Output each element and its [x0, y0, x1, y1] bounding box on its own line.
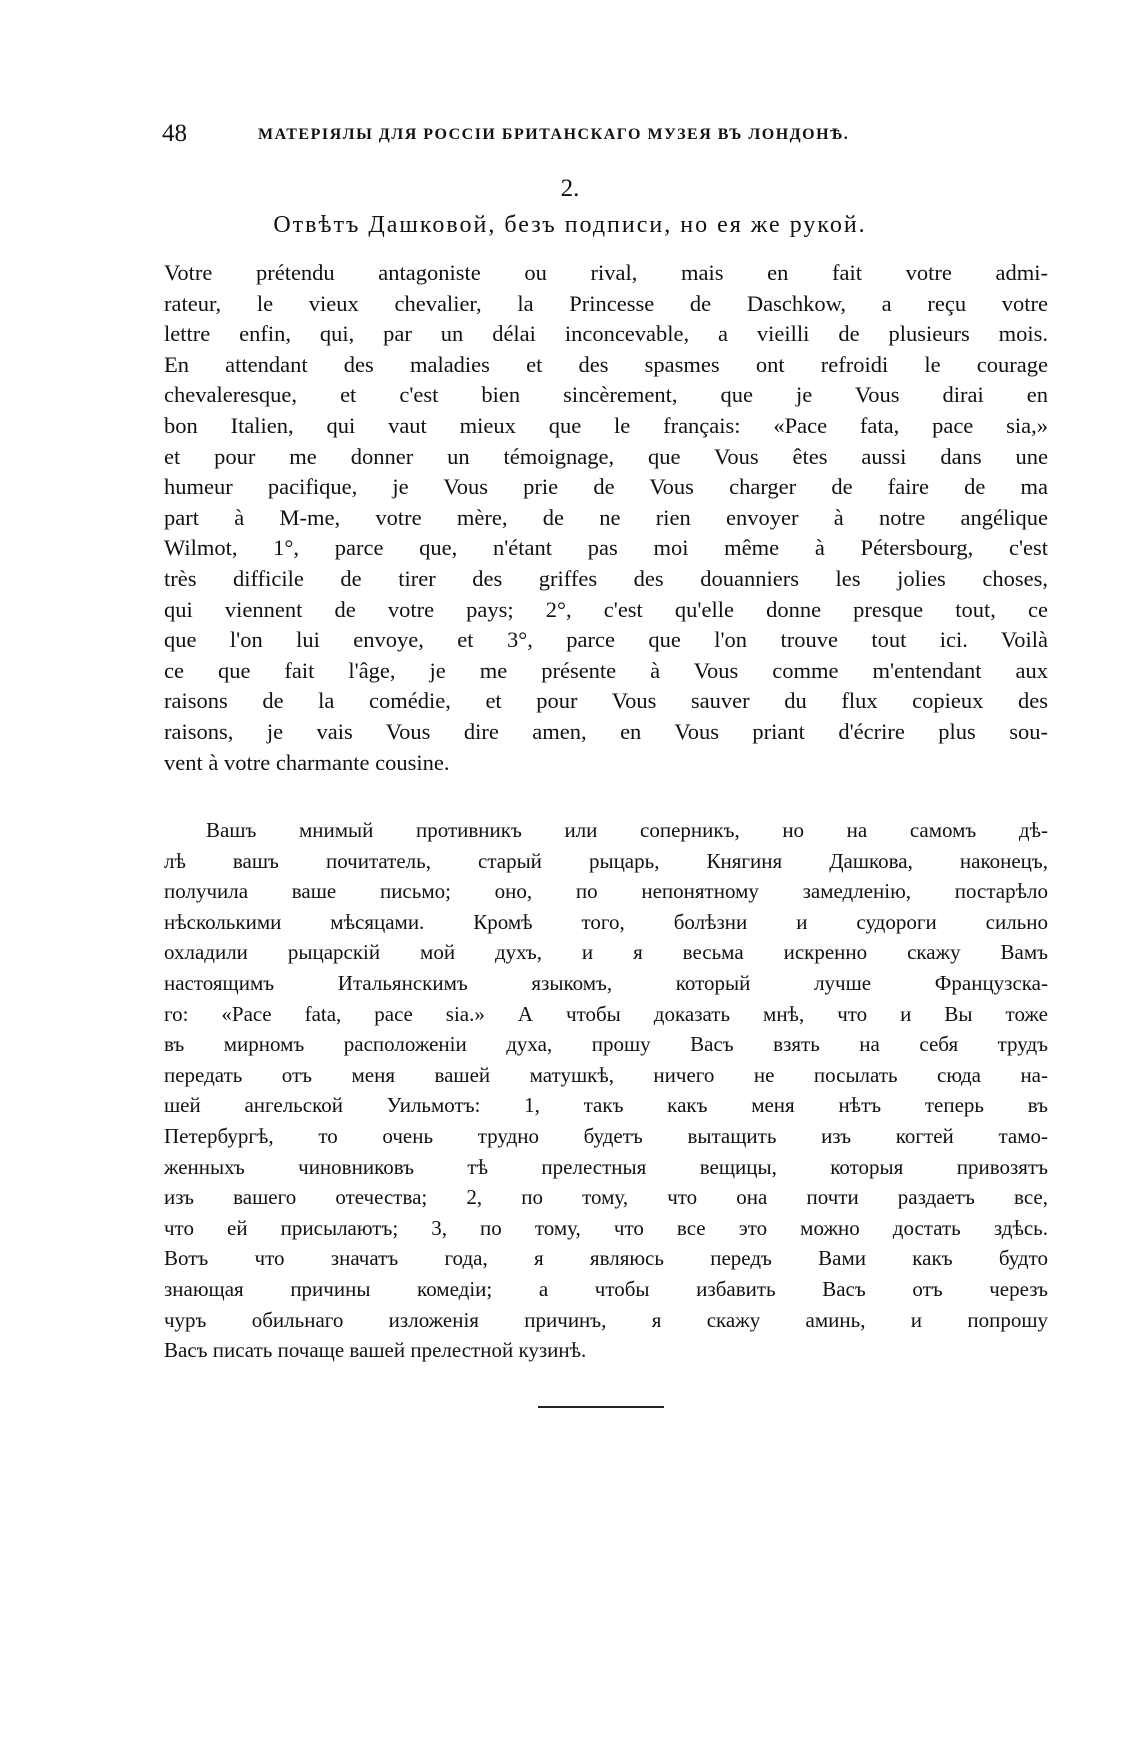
text-line: чуръ обильнаго изложенія причинъ, я скажу аминь, и попрошу [164, 1307, 1048, 1332]
text-line: que l'on lui envoye, et 3°, parce que l'on trouve tout ici. Voilà [164, 627, 1048, 653]
text-line: нѣсколькими мѣсяцами. Кромѣ того, болѣзни и судороги сильно [164, 909, 1048, 934]
text-line: Васъ писать почаще вашей прелестной кузинѣ. [164, 1338, 587, 1363]
running-title: МАТЕРІЯЛЫ ДЛЯ РОССІИ БРИТАНСКАГО МУЗЕЯ ВЪ ЛОНДОНѢ. [258, 126, 850, 143]
text-line: лѣ вашъ почитатель, старый рыцарь, Княгиня Дашкова, наконецъ, [164, 848, 1048, 873]
russian-translation-text [164, 815, 1048, 1366]
text-line: rateur, le vieux chevalier, la Princesse de Daschkow, a reçu votre [164, 290, 1048, 316]
text-line: передать отъ меня вашей матушкѣ, ничего не посылать сюда на- [164, 1062, 1048, 1087]
text-line: bon Italien, qui vaut mieux que le français: «Pace fata, pace sia,» [164, 412, 1048, 438]
text-line: го: «Pace fata, pace sia.» А чтобы доказать мнѣ, что и Вы тоже [164, 1001, 1048, 1026]
text-line: Петербургѣ, то очень трудно будетъ вытащить изъ когтей тамо- [164, 1123, 1048, 1148]
text-line: въ мирномъ расположеніи духа, прошу Васъ взять на себя трудъ [164, 1032, 1048, 1057]
text-line: шей ангельской Уильмотъ: 1, такъ какъ меня нѣтъ теперь въ [164, 1093, 1048, 1118]
text-line: ce que fait l'âge, je me présente à Vous comme m'entendant aux [164, 657, 1048, 683]
text-line: Wilmot, 1°, parce que, n'étant pas moi même à Pétersbourg, c'est [164, 535, 1048, 561]
page-number: 48 [162, 120, 187, 147]
running-head [162, 119, 978, 149]
text-line: qui viennent de votre pays; 2°, c'est qu'elle donne presque tout, ce [164, 596, 1048, 622]
text-line: humeur pacifique, je Vous prie de Vous charger de faire de ma [164, 474, 1048, 500]
text-line: et pour me donner un témoignage, que Vous êtes aussi dans une [164, 443, 1048, 469]
text-line: très difficile de tirer des griffes des douanniers les jolies choses, [164, 565, 1048, 591]
text-line: chevaleresque, et c'est bien sincèrement, que je Vous dirai en [164, 382, 1048, 408]
text-line: Вотъ что значатъ года, я являюсь передъ Вами какъ будто [164, 1246, 1048, 1271]
text-line: part à M-me, votre mère, de ne rien envoyer à notre angélique [164, 504, 1048, 530]
text-line: En attendant des maladies et des spasmes ont refroidi le courage [164, 351, 1048, 377]
text-line: женныхъ чиновниковъ тѣ прелестныя вещицы, которыя привозятъ [164, 1154, 1048, 1179]
text-line: Вашъ мнимый противникъ или соперникъ, но на самомъ дѣ- [206, 818, 1048, 842]
section-divider-rule [538, 1406, 664, 1408]
french-letter-text [164, 258, 1048, 778]
document-number: 2. [560, 175, 580, 202]
text-line: изъ вашего отечества; 2, по тому, что она почти раздаетъ все, [164, 1185, 1048, 1210]
text-line: raisons, je vais Vous dire amen, en Vous priant d'écrire plus sou- [164, 718, 1048, 744]
document-heading: Отвѣтъ Дашковой, безъ подписи, но ея же рукой. [273, 212, 867, 238]
text-line: lettre enfin, qui, par un délai inconcevable, a vieilli de plusieurs mois. [164, 321, 1048, 347]
text-line: знающая причины комедіи; а чтобы избавить Васъ отъ черезъ [164, 1276, 1048, 1301]
text-line: что ей присылаютъ; 3, по тому, что все это можно достать здѣсь. [164, 1215, 1048, 1240]
text-line: настоящимъ Итальянскимъ языкомъ, который лучше Французска- [164, 970, 1048, 995]
text-line: vent à votre charmante cousine. [164, 749, 450, 775]
text-line: Votre prétendu antagoniste ou rival, mais en fait votre admi- [164, 260, 1048, 285]
text-line: получила ваше письмо; оно, по непонятному замедленію, постарѣло [164, 879, 1048, 904]
text-line: охладили рыцарскій мой духъ, и я весьма искренно скажу Вамъ [164, 940, 1048, 965]
text-line: raisons de la comédie, et pour Vous sauver du flux copieux des [164, 688, 1048, 714]
